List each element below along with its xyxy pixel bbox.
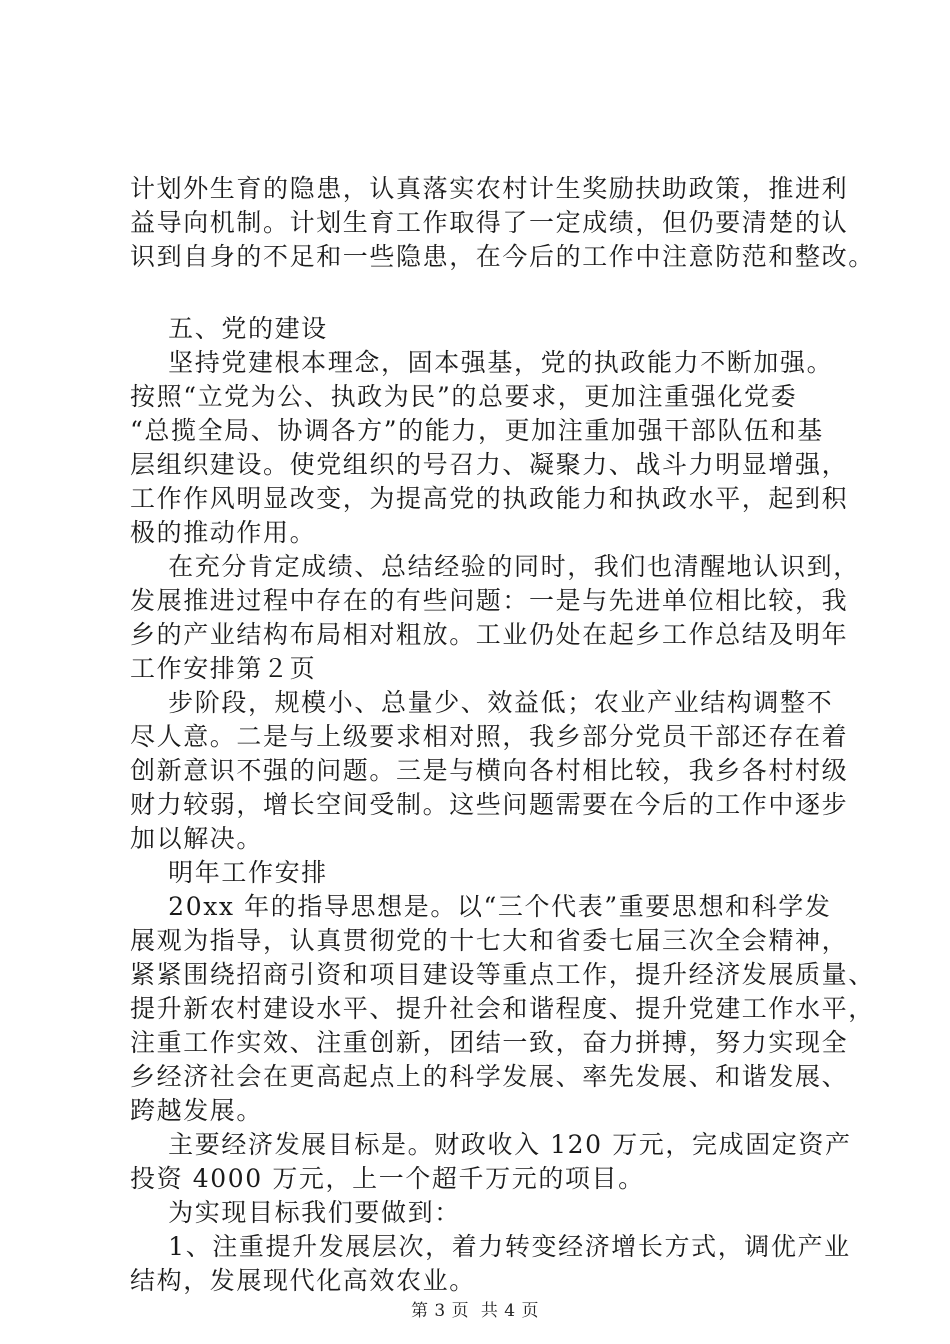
- text-line: 步阶段，规模小、总量少、效益低；农业产业结构调整不: [130, 688, 834, 717]
- text-line: 乡的产业结构布局相对粗放。工业仍处在起乡工作总结及明年: [130, 620, 849, 649]
- text-line: 结构，发展现代化高效农业。: [130, 1266, 476, 1295]
- text-line: 在充分肯定成绩、总结经验的同时，我们也清醒地认识到，: [130, 552, 860, 581]
- page-number-label: 第 3 页 共 4 页: [410, 1301, 540, 1321]
- text-line: 紧紧围绕招商引资和项目建设等重点工作，提升经济发展质量、: [130, 960, 875, 989]
- section-heading: 五、党的建设: [130, 314, 328, 343]
- text-line: 工作作风明显改变，为提高党的执政能力和执政水平，起到积: [130, 484, 849, 513]
- text-line: 为实现目标我们要做到：: [130, 1198, 461, 1227]
- text-line: 益导向机制。计划生育工作取得了一定成绩，但仍要清楚的认: [130, 208, 849, 237]
- paragraph-gap: [130, 274, 845, 312]
- text-line: 按照“立党为公、执政为民”的总要求，更加注重强化党委: [130, 382, 798, 411]
- text-line: 投资 4000 万元，上一个超千万元的项目。: [130, 1164, 645, 1193]
- text-line: 工作安排第２页: [130, 654, 317, 683]
- text-line: 乡经济社会在更高起点上的科学发展、率先发展、和谐发展、: [130, 1062, 849, 1091]
- text-line: 加以解决。: [130, 824, 264, 853]
- text-line: 20xx 年的指导思想是。以“三个代表”重要思想和科学发: [130, 892, 832, 921]
- text-line: 尽人意。二是与上级要求相对照，我乡部分党员干部还存在着: [130, 722, 849, 751]
- text-line: 层组织建设。使党组织的号召力、凝聚力、战斗力明显增强，: [130, 450, 849, 479]
- text-line: 展观为指导，认真贯彻党的十七大和省委七届三次全会精神，: [130, 926, 849, 955]
- text-line: 发展推进过程中存在的有些问题：一是与先进单位相比较，我: [130, 586, 849, 615]
- section-heading: 明年工作安排: [130, 858, 328, 887]
- text-line: 识到自身的不足和一些隐患，在今后的工作中注意防范和整改。: [130, 242, 875, 271]
- text-line: 主要经济发展目标是。财政收入 120 万元，完成固定资产: [130, 1130, 852, 1159]
- text-line: “总揽全局、协调各方”的能力，更加注重加强干部队伍和基: [130, 416, 824, 445]
- page-footer: [0, 1296, 950, 1321]
- text-line: 提升新农村建设水平、提升社会和谐程度、提升党建工作水平，: [130, 994, 875, 1023]
- text-line: 创新意识不强的问题。三是与横向各村相比较，我乡各村村级: [130, 756, 849, 785]
- text-line: 坚持党建根本理念，固本强基，党的执政能力不断加强。: [130, 348, 834, 377]
- text-line: 跨越发展。: [130, 1096, 264, 1125]
- text-line: 财力较弱，增长空间受制。这些问题需要在今后的工作中逐步: [130, 790, 849, 819]
- text-line: 极的推动作用。: [130, 518, 317, 547]
- text-line: 计划外生育的隐患，认真落实农村计生奖励扶助政策，推进利: [130, 174, 849, 203]
- text-line: 1、注重提升发展层次，着力转变经济增长方式，调优产业: [130, 1232, 851, 1261]
- text-line: 注重工作实效、注重创新，团结一致，奋力拼搏，努力实现全: [130, 1028, 849, 1057]
- document-body: [130, 172, 875, 1298]
